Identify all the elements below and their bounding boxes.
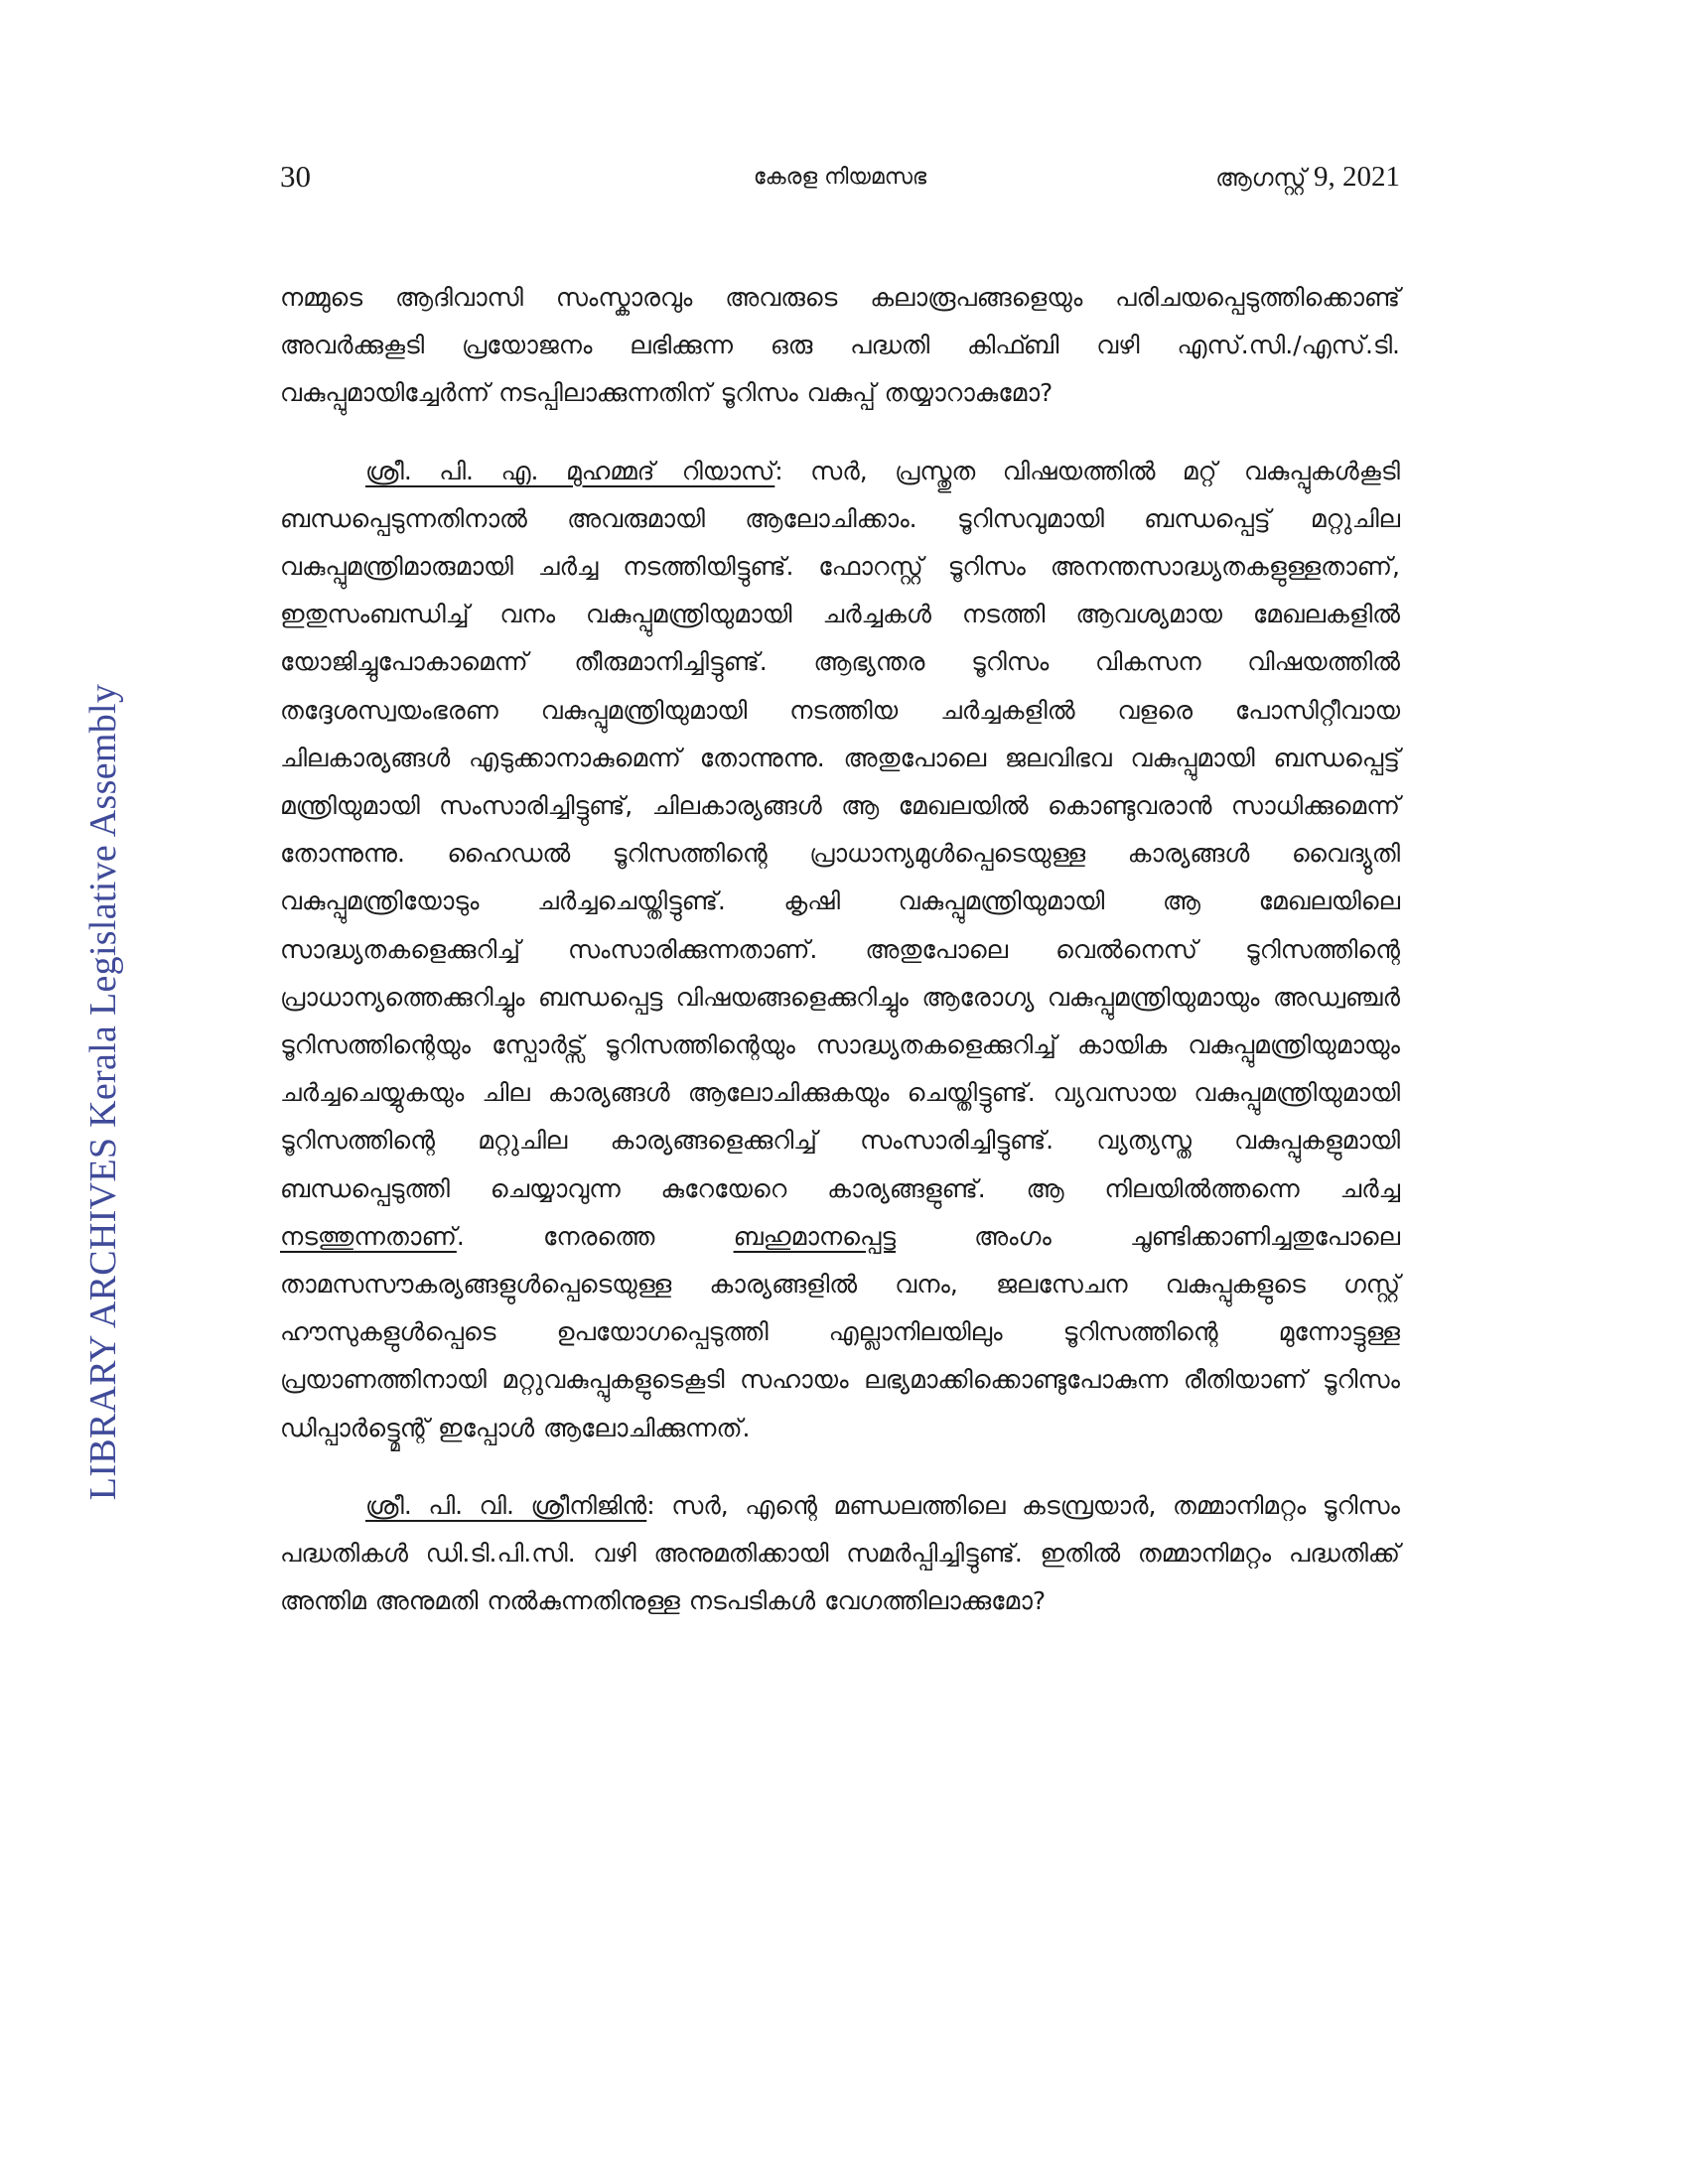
speaker-name: ശ്രീ. പി. എ. മുഹമ്മദ് റിയാസ് xyxy=(365,456,775,485)
header-date-day-year: 9, 2021 xyxy=(1314,161,1400,193)
page-number: 30 xyxy=(280,159,311,194)
answer-text-part-a: സർ, പ്രസ്തുത വിഷയത്തിൽ മറ്റ് വകുപ്പുകൾകൂടി ബന്ധപ്പെടുന്നതിനാൽ അവരുമായി ആലോചിക്കാം. ടൂറിസവുമായി ബന്ധപ്പെട്ട് മറ്റുചില വകുപ്പുമന്ത്രിമാരുമായി ചർച്ച നടത്തിയിട്ടുണ്ട്. ഫോറസ്റ്റ് ടൂറിസം അനന്തസാദ്ധ്യതകളുള്ളതാണ്, ഇതുസംബന്ധിച്ച് വനം വകുപ്പുമന്ത്രിയുമായി ചർച്ചകൾ നടത്തി ആവശ്യമായ മേഖലകളിൽ യോജിച്ചുപോകാമെന്ന് തീരുമാനിച്ചിട്ടുണ്ട്. ആഭ്യന്തര ടൂറിസം വികസന വിഷയത്തിൽ തദ്ദേശസ്വയംഭരണ വകുപ്പുമന്ത്രിയുമായി നടത്തിയ ചർച്ചകളിൽ വളരെ പോസിറ്റീവായ ചിലകാര്യങ്ങൾ എടുക്കാനാകുമെന്ന് തോന്നുന്നു. അതുപോലെ ജലവിഭവ വകുപ്പുമായി ബന്ധപ്പെട്ട് മന്ത്രിയുമായി സംസാരിച്ചിട്ടുണ്ട്, ചിലകാര്യങ്ങൾ ആ മേഖലയിൽ കൊണ്ടുവരാൻ സാധിക്കുമെന്ന് തോന്നുന്നു. ഹൈഡൽ ടൂറിസത്തിന്റെ പ്രാധാന്യമുൾപ്പെടെയുള്ള കാര്യങ്ങൾ വൈദ്യുതി വകുപ്പുമന്ത്രിയോടും ചർച്ചചെയ്തിട്ടുണ്ട്. കൃഷി വകുപ്പുമന്ത്രിയുമായി ആ മേഖലയിലെ സാദ്ധ്യതകളെക്കുറിച്ച് സംസാരിക്കുന്നതാണ്. അതുപോലെ വെൽനെസ് ടൂറിസത്തിന്റെ പ്രാധാന്യത്തെക്കുറിച്ചും ബന്ധപ്പെട്ട വിഷയങ്ങളെക്കുറിച്ചും ആരോഗ്യ വകുപ്പുമന്ത്രിയുമായും അഡ്വഞ്ചർ ടൂറിസത്തിന്റെയും സ്പോർട്സ് ടൂറിസത്തിന്റെയും സാദ്ധ്യതകളെക്കുറിച്ച് കായിക വകുപ്പുമന്ത്രിയുമായും ചർച്ചചെയ്യുകയും ചില കാര്യങ്ങൾ ആലോചിക്കുകയും ചെയ്തിട്ടുണ്ട്. വ്യവസായ വകുപ്പുമന്ത്രിയുമായി ടൂറിസത്തിന്റെ മറ്റുചില കാര്യങ്ങളെക്കുറിച്ച് സംസാരിച്ചിട്ടുണ്ട്. വ്യത്യസ്ത വകുപ്പുകളുമായി ബന്ധപ്പെടുത്തി ചെയ്യാവുന്ന കുറേയേറെ കാര്യങ്ങളുണ്ട്. ആ നിലയിൽത്തന്നെ ചർച്ച xyxy=(280,456,1400,1203)
speaker-name: ശ്രീ. പി. വി. ശ്രീനിജിൻ xyxy=(365,1490,647,1520)
paragraph-question-1: നമ്മുടെ ആദിവാസി സംസ്കാരവും അവരുടെ കലാരൂപങ്ങളെയും പരിചയപ്പെടുത്തിക്കൊണ്ട് അവർക്കുകൂടി പ്രയോജനം ലഭിക്കുന്ന ഒരു പദ്ധതി കിഫ്ബി വഴി എസ്.സി./എസ്.ടി. വകുപ്പുമായിച്ചേർന്ന് നടപ്പിലാക്കുന്നതിന് ടൂറിസം വകുപ്പ് തയ്യാറാകുമോ? xyxy=(280,283,1400,408)
header-date xyxy=(1215,161,1400,194)
header-date-month: ആഗസ്റ്റ് xyxy=(1215,164,1307,192)
page-header xyxy=(280,159,1400,203)
speaker-colon: : xyxy=(646,1490,655,1520)
watermark-text: LIBRARY ARCHIVES Kerala Legislative Assembly xyxy=(82,683,124,1501)
underlined-word-1: നടത്തുന്നതാണ് xyxy=(280,1221,457,1251)
archive-watermark xyxy=(81,596,125,1588)
speaker-colon: : xyxy=(774,456,783,485)
paragraph-answer-minister xyxy=(280,448,1400,1452)
question-text: സർ, എന്റെ മണ്ഡലത്തിലെ കടമ്പ്രയാർ, തമ്മാനിമറ്റം ടൂറിസം പദ്ധതികൾ ഡി.ടി.പി.സി. വഴി അനുമതിക്കായി സമർപ്പിച്ചിട്ടുണ്ട്. ഇതിൽ തമ്മാനിമറ്റം പദ്ധതിക്ക് അന്തിമ അനുമതി നൽകുന്നതിനുള്ള നടപടികൾ വേഗത്തിലാക്കുമോ? xyxy=(280,1490,1400,1616)
document-body xyxy=(280,274,1400,1625)
answer-text-part-b: . നേരത്തെ xyxy=(456,1221,734,1251)
underlined-word-2: ബഹുമാനപ്പെട്ട xyxy=(733,1221,897,1251)
header-title: കേരള നിയമസഭ xyxy=(753,165,927,190)
paragraph-question-2 xyxy=(280,1482,1400,1626)
answer-text-part-c: അംഗം ചൂണ്ടിക്കാണിച്ചതുപോലെ താമസസൗകര്യങ്ങളുൾപ്പെടെയുള്ള കാര്യങ്ങളിൽ വനം, ജലസേചന വകുപ്പുകളുടെ ഗസ്റ്റ് ഹൗസുകളുൾപ്പെടെ ഉപയോഗപ്പെടുത്തി എല്ലാനിലയിലും ടൂറിസത്തിന്റെ മുന്നോട്ടുള്ള പ്രയാണത്തിനായി മറ്റുവകുപ്പുകളുടെകൂടി സഹായം ലഭ്യമാക്കിക്കൊണ്ടുപോകുന്ന രീതിയാണ് ടൂറിസം ഡിപ്പാർട്ട്മെന്റ് ഇപ്പോൾ ആലോചിക്കുന്നത്. xyxy=(280,1221,1400,1442)
